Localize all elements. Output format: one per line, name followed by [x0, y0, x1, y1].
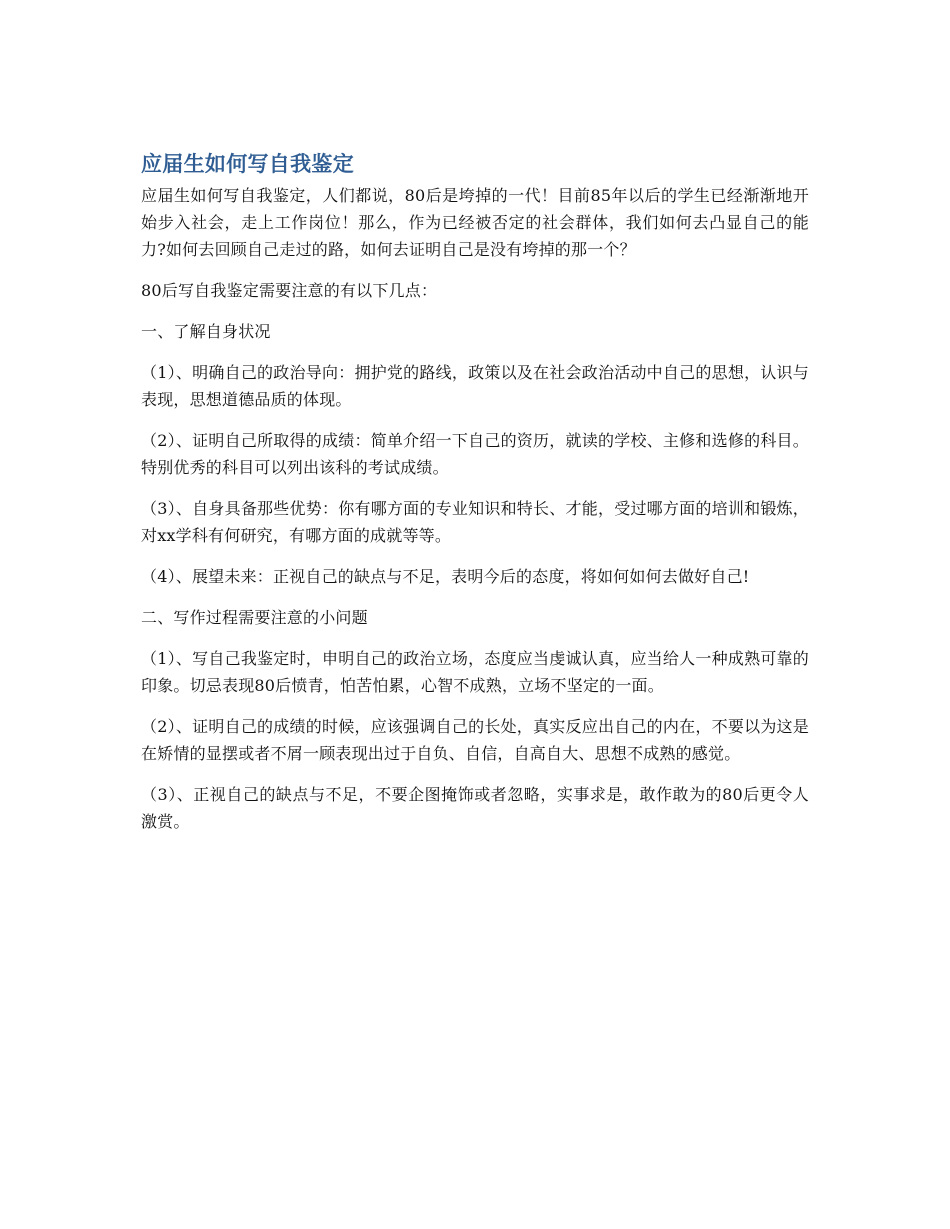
document-title: 应届生如何写自我鉴定	[141, 152, 354, 176]
section-2-item-3: （3）、正视自己的缺点与不足，不要企图掩饰或者忽略，实事求是，敢作敢为的80后更令人激赏。	[141, 785, 809, 831]
section-1-item-1: （1）、明确自己的政治导向：拥护党的路线，政策以及在社会政治活动中自己的思想，认识与表现，思想道德品质的体现。	[141, 363, 809, 409]
document-page	[141, 148, 809, 849]
section-1-item-4: （4）、展望未来：正视自己的缺点与不足，表明今后的态度，将如何如何去做好自己!	[141, 567, 750, 586]
section-heading-1: 一、了解自身状况	[141, 322, 271, 341]
section-2-item-1: （1）、写自己我鉴定时，申明自己的政治立场，态度应当虔诚认真，应当给人一种成熟可靠的印象。切忌表现80后愤青，怕苦怕累，心智不成熟，立场不坚定的一面。	[141, 649, 809, 695]
section-1-item-3: （3）、自身具备那些优势：你有哪方面的专业知识和特长、才能，受过哪方面的培训和锻炼，对xx学科有何研究，有哪方面的成就等等。	[141, 499, 809, 545]
points-intro-paragraph: 80后写自我鉴定需要注意的有以下几点：	[141, 281, 438, 300]
section-2-item-2: （2）、证明自己的成绩的时候，应该强调自己的长处，真实反应出自己的内在，不要以为这是在矫情的显摆或者不屑一顾表现出过于自负、自信，自高自大、思想不成熟的感觉。	[141, 717, 809, 763]
section-heading-2: 二、写作过程需要注意的小问题	[141, 608, 368, 627]
section-1-item-2: （2）、证明自己所取得的成绩：简单介绍一下自己的资历，就读的学校、主修和选修的科目。特别优秀的科目可以列出该科的考试成绩。	[141, 431, 809, 477]
intro-paragraph: 应届生如何写自我鉴定，人们都说，80后是垮掉的一代！目前85年以后的学生已经渐渐地开始步入社会，走上工作岗位！那么，作为已经被否定的社会群体，我们如何去凸显自己的能力?如何去回顾自己走过的路，如何去证明自己是没有垮掉的那一个？	[141, 186, 809, 259]
